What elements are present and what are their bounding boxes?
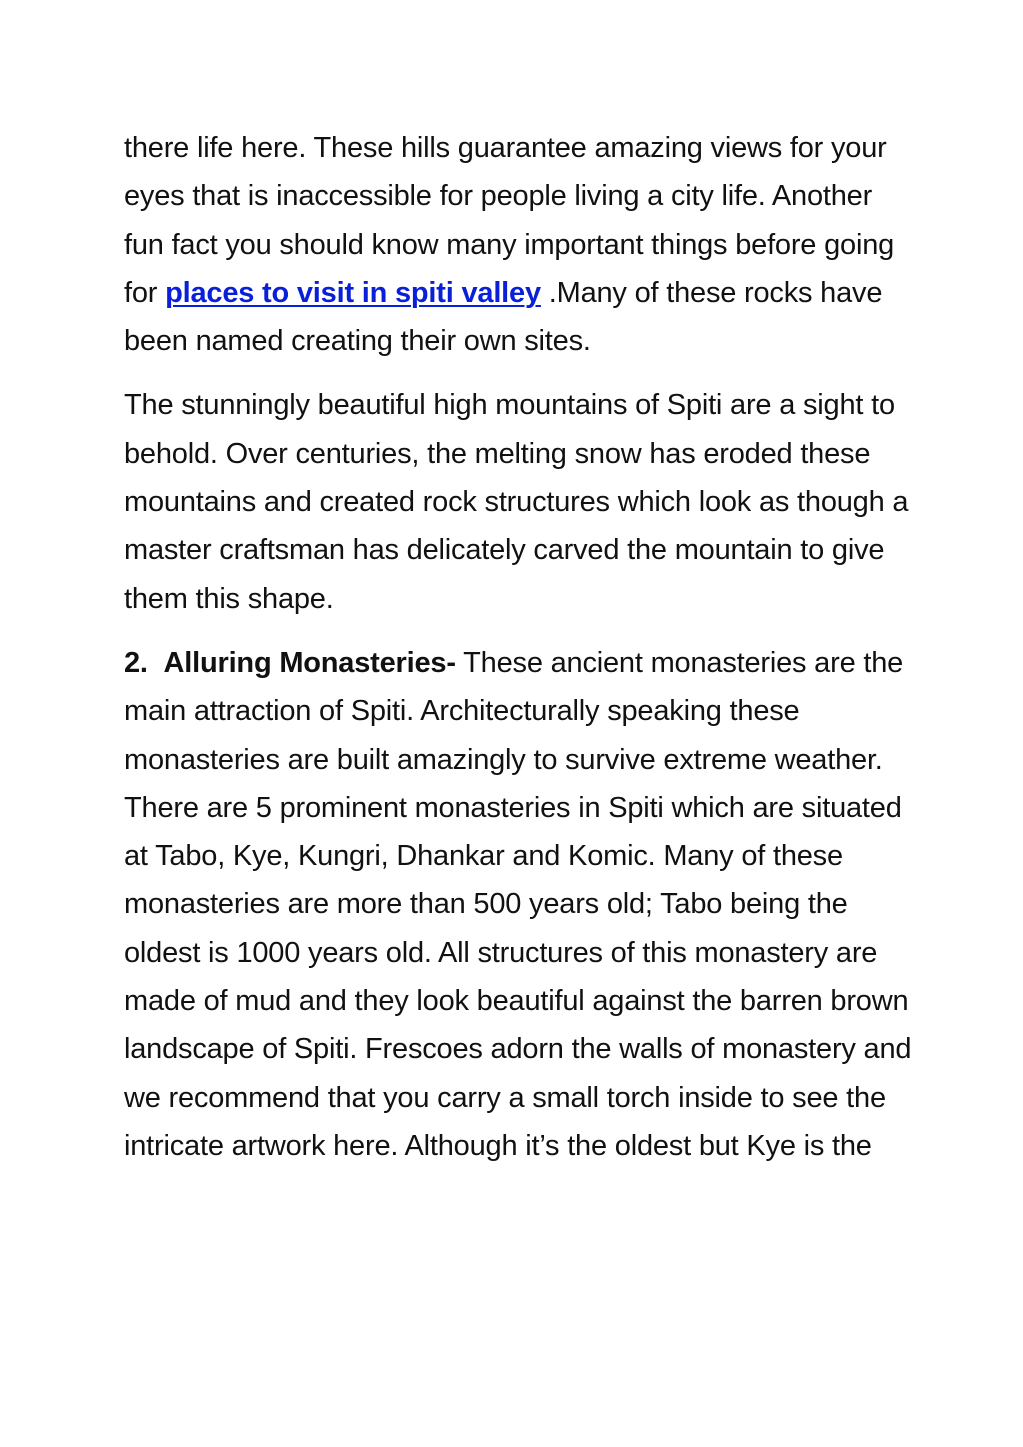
section-number: 2. (124, 646, 148, 679)
section-text: These ancient monasteries are the main attraction of Spiti. Architecturally speaking these monasteries are built amazingly to survive extreme weather. There are 5 prominent monasteries in Spiti which are situated at Tabo, Kye, Kungri, Dhankar and Komic. Many of these monasteries are more than 500 years old; Tabo being the oldest is 1000 years old. All structures of this monastery are made of mud and they look beautiful against the barren brown landscape of Spiti. Frescoes adorn the walls of monastery and we recommend that you carry a small torch inside to see the intricate artwork here. Although it’s the oldest but Kye is the (124, 646, 912, 1162)
section-title: Alluring Monasteries- (163, 646, 456, 679)
section-monasteries (124, 639, 914, 1170)
paragraph-text: The stunningly beautiful high mountains of Spiti are a sight to behold. Over centuries, the melting snow has eroded these mountains and created rock structures which look as though a master craftsman has delicately carved the mountain to give them this shape. (124, 389, 909, 615)
places-to-visit-link[interactable]: places to visit in spiti valley (165, 276, 541, 309)
paragraph-spiti-views (124, 124, 914, 365)
document-body (124, 124, 914, 1170)
paragraph-text: there life here. These hills guarantee amazing views for your eyes that is inaccessible for people living a city life. Another fun fact you should know many important things before going for (124, 132, 895, 309)
paragraph-text: .Many of these rocks have been named creating their own sites. (124, 276, 883, 358)
paragraph-mountains (124, 381, 914, 622)
